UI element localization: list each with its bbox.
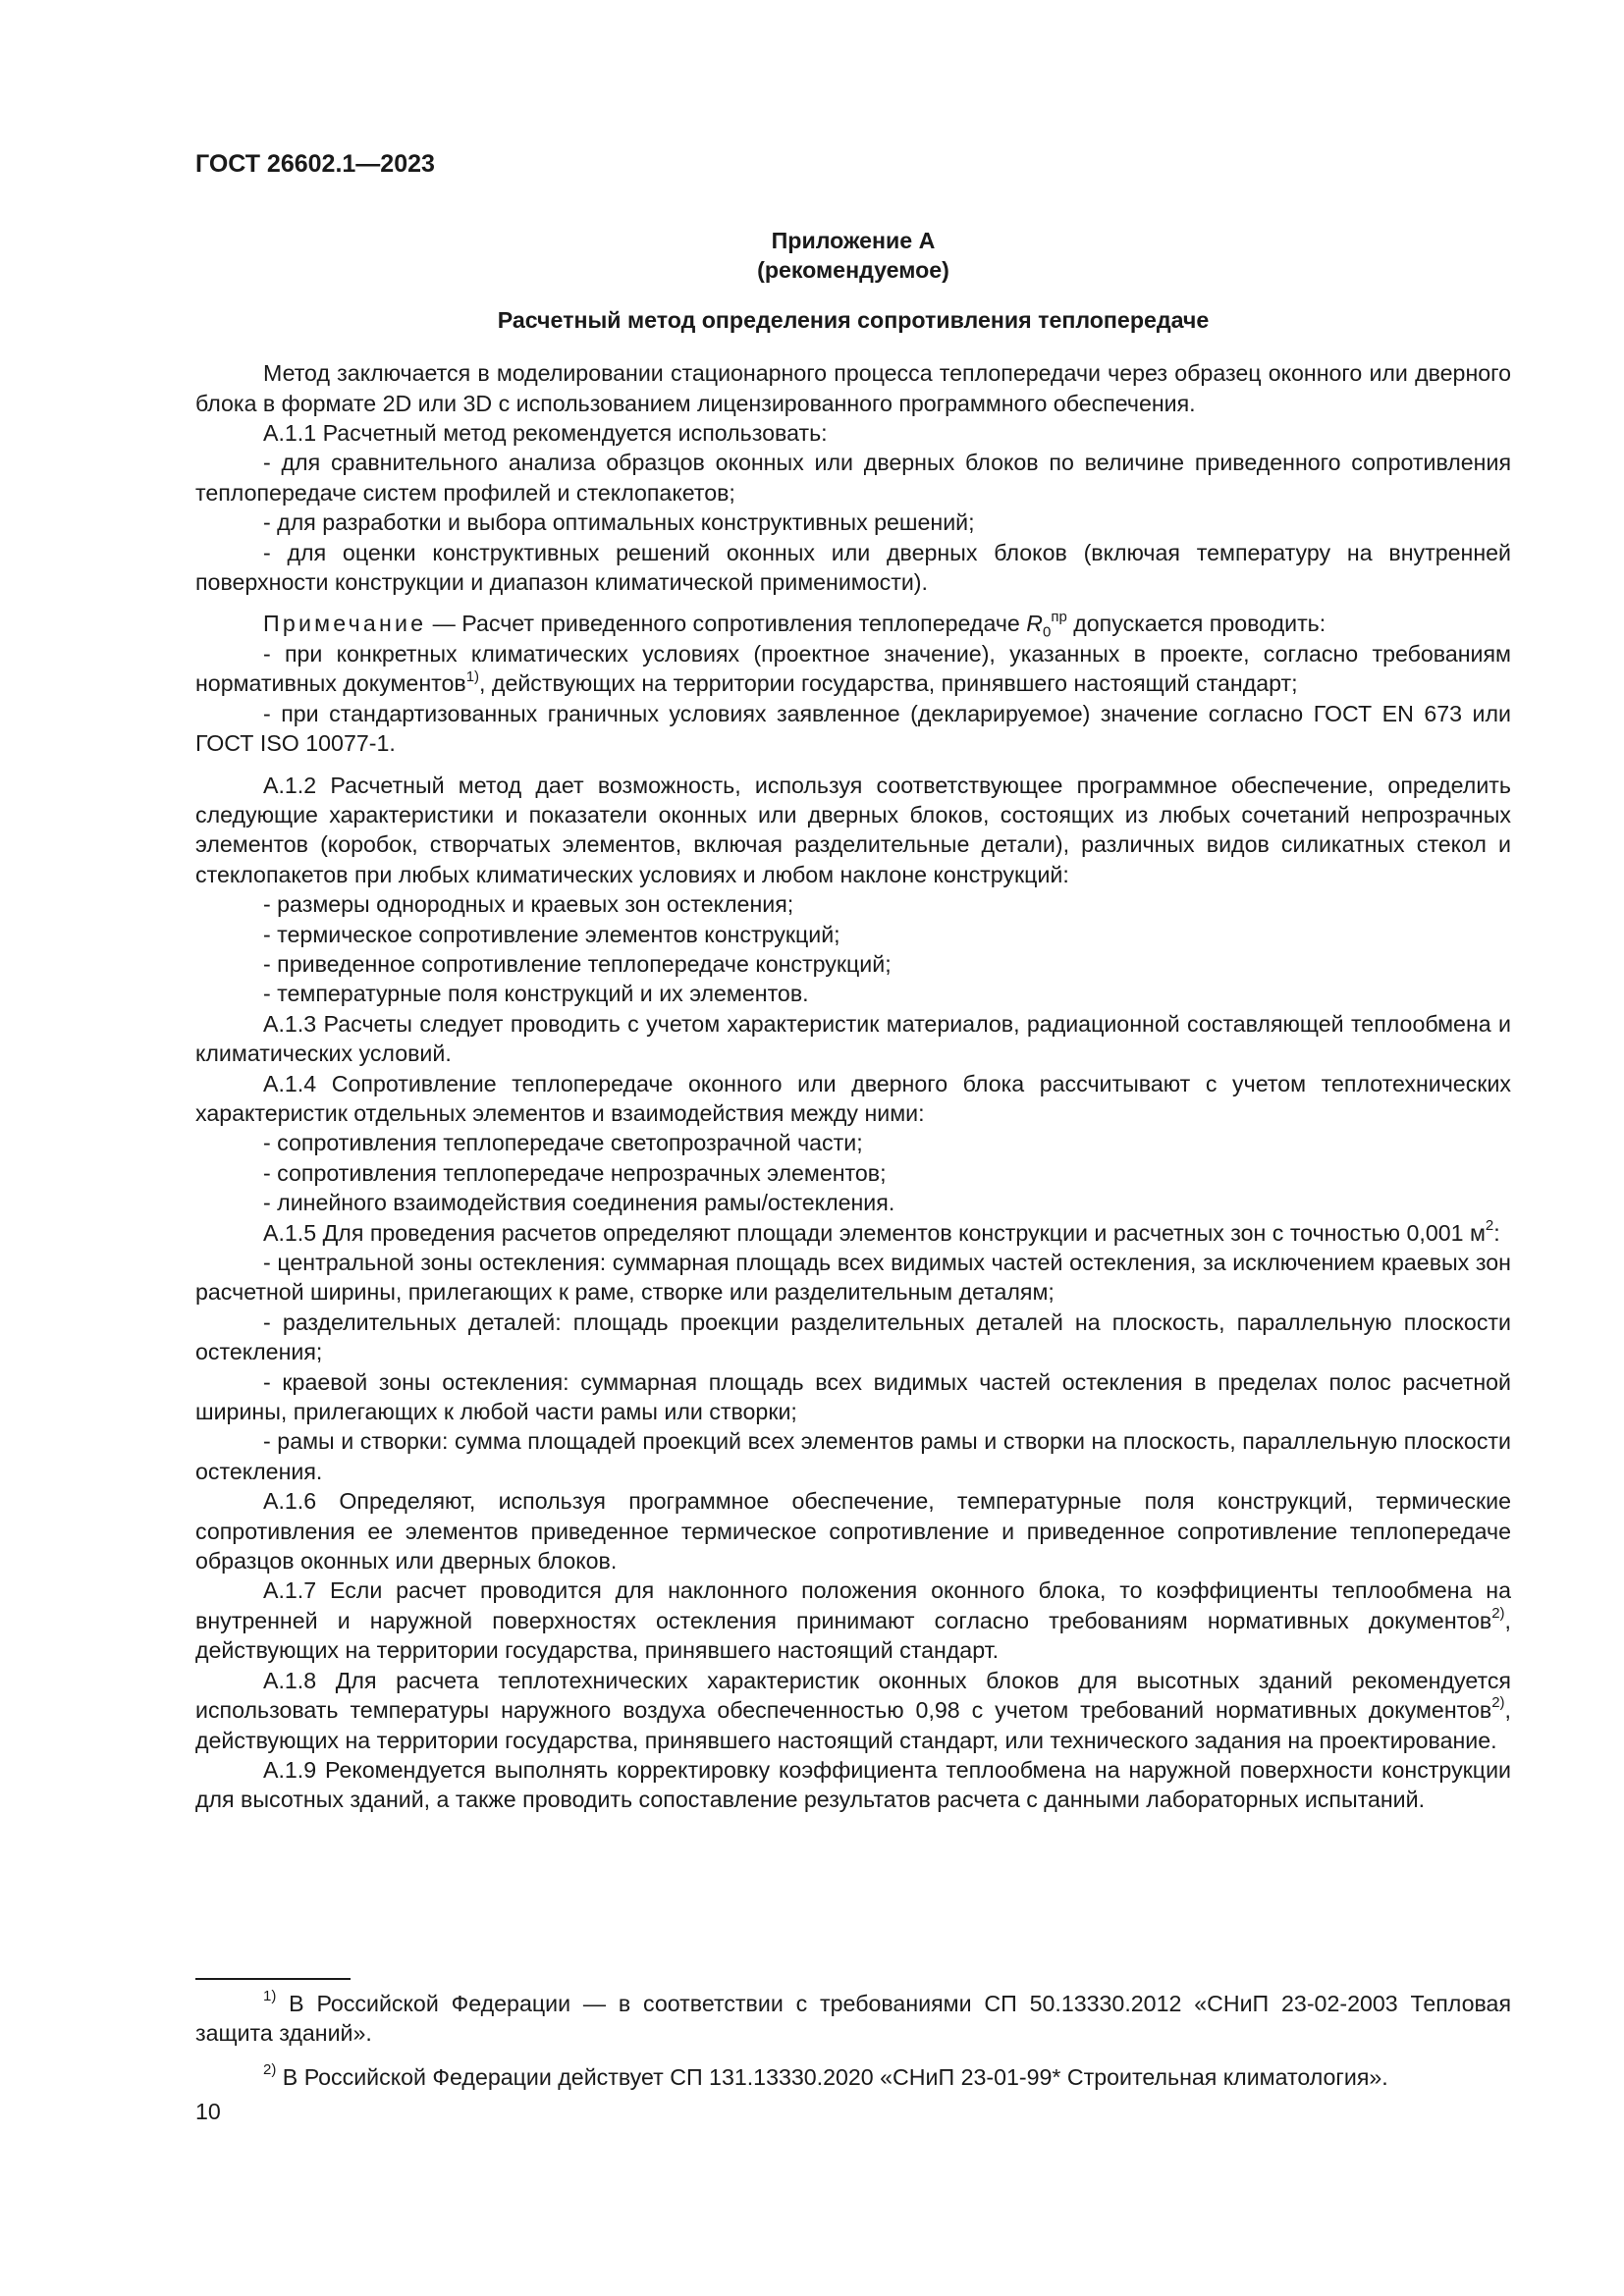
list-item: - для сравнительного анализа образцов оконных или дверных блоков по величине приведенного сопротивления теплопередаче систем профилей и стеклопакетов; <box>195 450 1511 506</box>
footnote-mark: 1) <box>263 1988 277 2005</box>
annex-title: Приложение А <box>771 228 936 253</box>
list-item: - краевой зоны остекления: суммарная площадь всех видимых частей остекления в пределах полос расчетной ширины, прилегающих к любой части рамы или створки; <box>195 1368 1511 1425</box>
footnote-mark: 2) <box>263 2061 277 2079</box>
footnote-text: В Российской Федерации — в соответствии с требованиями СП 50.13330.2012 «СНиП 23-02-2003 Тепловая защита зданий». <box>195 1991 1511 2047</box>
note-list-item <box>195 639 1511 699</box>
document-id: ГОСТ 26602.1—2023 <box>195 150 435 178</box>
annex-type: (рекомендуемое) <box>757 257 949 284</box>
note-paragraph <box>195 608 1511 642</box>
clause-text: А.1.8 Для расчета теплотехнических характеристик оконных блоков для высотных зданий рекомендуется использовать температуры наружного воздуха обеспеченностью 0,98 с учетом требований нормативных документов <box>195 1667 1511 1724</box>
list-item: - температурные поля конструкций и их элементов. <box>263 981 809 1007</box>
resistance-subscript: 0 <box>1043 624 1052 642</box>
list-item: - размеры однородных и краевых зон остекления; <box>263 891 794 918</box>
note-text: — Расчет приведенного сопротивления теплопередаче <box>426 611 1027 637</box>
footnote-text: В Российской Федерации действует СП 131.13330.2020 «СНиП 23-01-99* Строительная климатология». <box>276 2063 1388 2090</box>
list-item: - центральной зоны остекления: суммарная площадь всех видимых частей остекления, за исключением краевых зон расчетной ширины, прилегающих к раме, створке или разделительным деталям; <box>195 1250 1511 1306</box>
footnote-ref: 2) <box>1491 1694 1505 1712</box>
clause-a18 <box>195 1666 1511 1755</box>
clause-a19: А.1.9 Рекомендуется выполнять корректировку коэффициента теплообмена на наружной поверхности конструкции для высотных зданий, а также проводить сопоставление результатов расчета с данными лабораторных испытаний. <box>195 1756 1511 1813</box>
clause-a16: А.1.6 Определяют, используя программное обеспечение, температурные поля конструкций, термические сопротивления ее элементов приведенное термическое сопротивление и приведенное сопротивление теплопередаче образцов оконных или дверных блоков. <box>195 1488 1511 1575</box>
note-item-text: - при конкретных климатических условиях (проектное значение), указанных в проекте, согласно требованиям нормативных документов <box>195 640 1511 697</box>
clause-text: А.1.7 Если расчет проводится для наклонного положения оконного блока, то коэффициенты теплообмена на внутренней и наружной поверхностях остекления принимают согласно требованиям нормативных документов <box>195 1577 1511 1633</box>
resistance-superscript: пр <box>1051 608 1067 625</box>
page-number: 10 <box>195 2099 221 2124</box>
clause-text: А.1.5 Для проведения расчетов определяют площади элементов конструкции и расчетных зон с точностью 0,001 м <box>263 1219 1486 1246</box>
list-item: - рамы и створки: сумма площадей проекций всех элементов рамы и створки на плоскость, параллельную плоскости остекления. <box>195 1428 1511 1484</box>
clause-a12: А.1.2 Расчетный метод дает возможность, используя соответствующее программное обеспечение, определить следующие характеристики и показатели оконных или дверных блоков, состоящих из любых сочетаний непрозрачных элементов (коробок, створчатых элементов, включая разделительные детали), различных видов силикатных стекол и стеклопакетов при любых климатических условиях и любом наклоне конструкций: <box>195 772 1511 887</box>
clause-text: : <box>1493 1219 1500 1246</box>
document-body <box>195 226 1511 1815</box>
list-item: - разделительных деталей: площадь проекции разделительных деталей на плоскость, параллельную плоскости остекления; <box>195 1308 1511 1365</box>
intro-paragraph: Метод заключается в моделировании стационарного процесса теплопередачи через образец оконного или дверного блока в формате 2D или 3D с использованием лицензированного программного обеспечения. <box>195 360 1511 416</box>
list-item: - для оценки конструктивных решений оконных или дверных блоков (включая температуру на внутренней поверхности конструкции и диапазон климатической применимости). <box>195 539 1511 596</box>
list-item: - линейного взаимодействия соединения рамы/остекления. <box>263 1190 895 1216</box>
section-title: Расчетный метод определения сопротивления теплопередаче <box>497 306 1210 333</box>
note-item-text: , действующих на территории государства, принявшего настоящий стандарт; <box>479 670 1298 697</box>
footnote-divider <box>195 1978 351 1980</box>
clause-text: , действующих на территории государства, принявшего настоящий стандарт. <box>195 1607 1511 1664</box>
list-item: - для разработки и выбора оптимальных конструктивных решений; <box>263 509 975 536</box>
clause-a15 <box>195 1218 1511 1248</box>
resistance-symbol: R <box>1026 611 1043 637</box>
note-tail: допускается проводить: <box>1066 611 1326 637</box>
footnote-ref: 2) <box>1491 1605 1505 1623</box>
footnote-ref: 1) <box>465 667 480 685</box>
list-item: - приведенное сопротивление теплопередаче конструкций; <box>263 950 892 977</box>
clause-a13: А.1.3 Расчеты следует проводить с учетом характеристик материалов, радиационной составляющей теплообмена и климатических условий. <box>195 1010 1511 1067</box>
footnote-1 <box>195 1989 1511 2049</box>
list-item: - сопротивления теплопередаче непрозрачных элементов; <box>263 1159 887 1186</box>
clause-a11: А.1.1 Расчетный метод рекомендуется использовать: <box>263 420 828 447</box>
unit-superscript: 2 <box>1485 1216 1494 1234</box>
footnote-2 <box>195 2062 1511 2092</box>
clause-a17 <box>195 1575 1511 1665</box>
note-list-item: - при стандартизованных граничных условиях заявленное (декларируемое) значение согласно ГОСТ EN 673 или ГОСТ ISO 10077-1. <box>195 700 1511 757</box>
footnotes <box>195 1989 1511 2092</box>
clause-a14: А.1.4 Сопротивление теплопередаче оконного или дверного блока рассчитывают с учетом теплотехнических характеристик отдельных элементов и взаимодействия между ними: <box>195 1070 1511 1126</box>
clause-text: , действующих на территории государства, принявшего настоящий стандарт, или технического задания на проектирование. <box>195 1697 1511 1753</box>
list-item: - термическое сопротивление элементов конструкций; <box>263 921 840 947</box>
note-label: Примечание <box>263 611 427 637</box>
list-item: - сопротивления теплопередаче светопрозрачной части; <box>263 1130 863 1156</box>
